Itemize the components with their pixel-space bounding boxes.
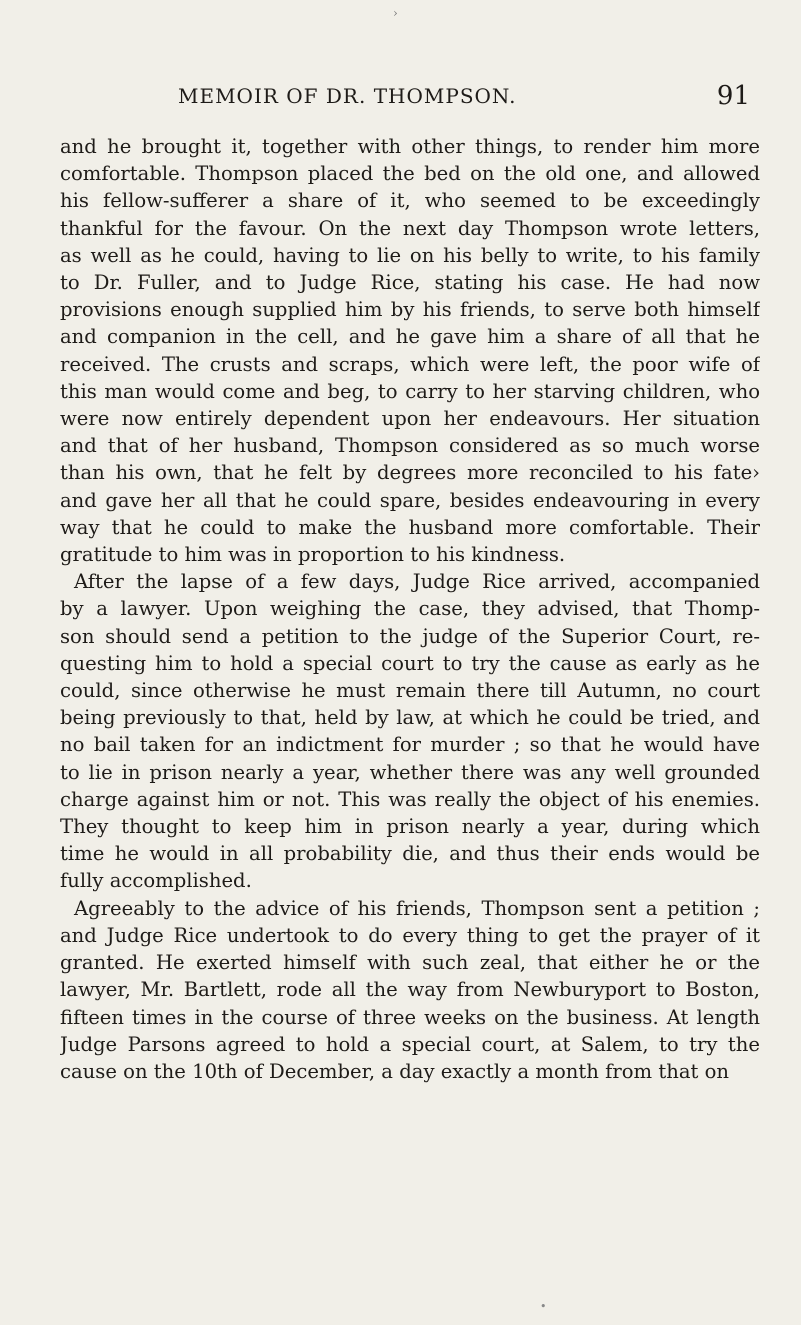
text-line: by a lawyer. Upon weighing the case, they advised, that Thomp- [60, 597, 760, 621]
text-line: received. The crusts and scraps, which were left, the poor wife of [60, 352, 760, 376]
text-line: and companion in the cell, and he gave him a share of all that he [60, 325, 760, 349]
page-number: 91 [716, 81, 750, 111]
text-line: questing him to hold a special court to try the cause as early as he [60, 651, 760, 675]
text-line: Agreeably to the advice of his friends, Thompson sent a petition ; [74, 896, 760, 920]
text-line: thankful for the favour. On the next day Thompson wrote letters, [60, 216, 760, 240]
text-line: provisions enough supplied him by his friends, to serve both himself [60, 298, 760, 322]
page-header [60, 81, 760, 118]
text-line: being previously to that, held by law, at which he could be tried, and [60, 706, 760, 730]
text-line: and Judge Rice undertook to do every thing to get the prayer of it [60, 923, 760, 947]
text-line: were now entirely dependent upon her endeavours. Her situation [60, 407, 760, 431]
text-line: They thought to keep him in prison nearly a year, during which [60, 815, 760, 839]
text-line: than his own, that he felt by degrees more reconciled to his fate› [60, 461, 760, 485]
text-line: granted. He exerted himself with such zeal, that either he or the [60, 951, 760, 975]
text-line: son should send a petition to the judge of the Superior Court, re- [60, 624, 760, 648]
text-line: time he would in all probability die, and thus their ends would be [60, 842, 760, 866]
text-line: and gave her all that he could spare, besides endeavouring in every [60, 488, 760, 512]
text-line: this man would come and beg, to carry to her starving children, who [60, 379, 760, 403]
text-line: as well as he could, having to lie on his belly to write, to his family [60, 243, 760, 267]
text-line: and he brought it, together with other things, to render him more [60, 135, 760, 158]
text-line: to lie in prison nearly a year, whether there was any well grounded [60, 760, 760, 784]
text-line: way that he could to make the husband more comfortable. Their [60, 515, 760, 539]
text-line: his fellow-sufferer a share of it, who seemed to be exceedingly [60, 189, 760, 213]
text-line: Judge Parsons agreed to hold a special court, at Salem, to try the [60, 1032, 760, 1056]
text-line: and that of her husband, Thompson considered as so much worse [60, 434, 760, 458]
text-line: cause on the 10th of December, a day exactly a month from that on [60, 1059, 730, 1083]
text-line: lawyer, Mr. Bartlett, rode all the way from Newburyport to Boston, [60, 978, 760, 1002]
text-line: gratitude to him was in proportion to his kindness. [60, 543, 566, 567]
text-line: to Dr. Fuller, and to Judge Rice, stating his case. He had now [60, 271, 760, 295]
running-title: MEMOIR OF DR. THOMPSON. [178, 84, 517, 108]
text-line: After the lapse of a few days, Judge Rice arrived, accompanied [74, 570, 760, 594]
text-line: could, since otherwise he must remain there till Autumn, no court [60, 679, 760, 703]
paragraph [60, 133, 760, 568]
bottom-margin-mark: • [540, 1300, 547, 1313]
paragraph [60, 895, 760, 1085]
text-line: fifteen times in the course of three weeks on the business. At length [60, 1005, 760, 1029]
text-line: no bail taken for an indictment for murder ; so that he would have [60, 733, 760, 757]
body-text [60, 133, 760, 1085]
text-line: charge against him or not. This was really the object of his enemies. [60, 787, 760, 811]
paragraph [60, 568, 760, 894]
text-line: fully accomplished. [60, 869, 252, 893]
text-line: comfortable. Thompson placed the bed on the old one, and allowed [60, 162, 760, 186]
top-margin-mark: › [393, 6, 398, 20]
